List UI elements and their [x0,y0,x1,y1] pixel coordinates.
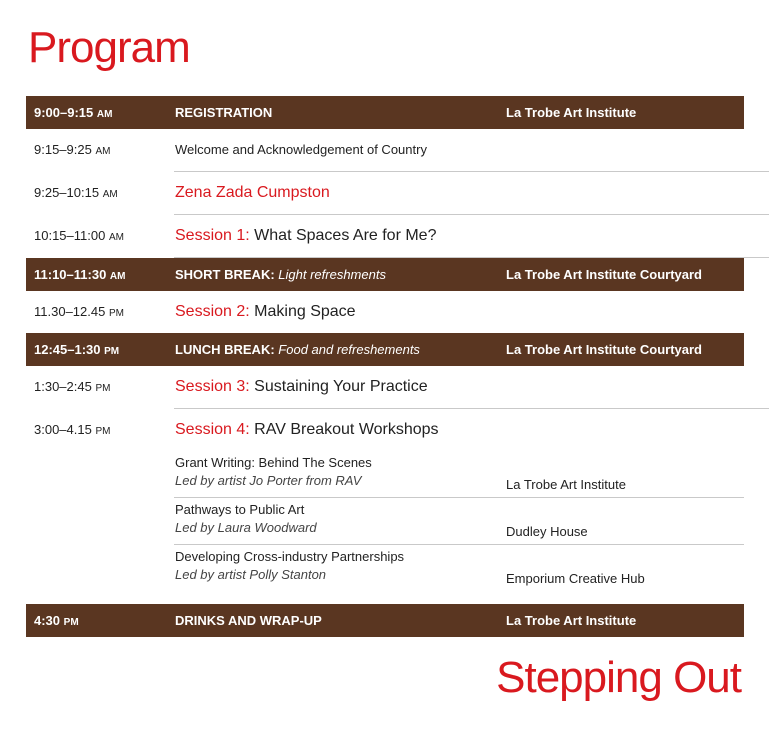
row-time: 9:25–10:15 AM [34,185,118,200]
workshop-venue: Dudley House [506,524,588,539]
row-event: SHORT BREAK: Light refreshments [175,267,386,282]
row-time: 1:30–2:45 PM [34,379,111,394]
program-table [26,96,744,637]
program-row-session-4 [34,409,769,451]
page-title: Program [28,23,190,72]
row-event: LUNCH BREAK: Food and refreshements [175,342,420,357]
row-time: 11:10–11:30 AM [34,267,126,282]
row-event: Welcome and Acknowledgement of Country [175,142,427,157]
row-time: 9:15–9:25 AM [34,142,111,157]
row-time: 3:00–4.15 PM [34,422,111,437]
row-venue: La Trobe Art Institute Courtyard [506,342,702,357]
row-event: REGISTRATION [175,105,273,120]
workshop-venue: La Trobe Art Institute [506,477,626,492]
row-venue: La Trobe Art Institute [506,105,637,120]
row-event: DRINKS AND WRAP-UP [175,613,322,628]
row-time: 12:45–1:30 PM [34,342,120,357]
program-row-session-3 [34,366,769,409]
row-speaker: Zena Zada Cumpston [175,184,330,201]
program-row-keynote [34,172,769,215]
row-time: 11.30–12.45 PM [34,304,124,319]
row-venue: La Trobe Art Institute [506,613,637,628]
workshop-venue: Emporium Creative Hub [506,571,645,586]
workshop-lead: Led by artist Polly Stanton [175,567,327,582]
row-event: Session 3: Sustaining Your Practice [175,378,428,395]
program-row-short-break [26,258,744,291]
program-row-session-1 [34,215,769,258]
row-event: Session 2: Making Space [175,303,356,320]
workshop-lead: Led by Laura Woodward [175,520,317,535]
workshop-item [174,545,744,591]
row-event: Session 4: RAV Breakout Workshops [175,421,439,438]
row-event: Session 1: What Spaces Are for Me? [175,227,437,244]
workshop-item [174,498,744,545]
row-time: 4:30 PM [34,613,79,628]
workshop-name: Grant Writing: Behind The Scenes [175,455,372,470]
workshop-name: Pathways to Public Art [175,502,305,517]
program-row-registration [26,96,744,129]
row-time: 10:15–11:00 AM [34,228,124,243]
row-venue: La Trobe Art Institute Courtyard [506,267,702,282]
program-row-welcome [34,129,769,172]
program-row-lunch [26,333,744,366]
program-row-drinks [26,604,744,637]
footer-title: Stepping Out [496,653,741,702]
program-row-session-2 [34,291,769,333]
workshop-lead: Led by artist Jo Porter from RAV [175,473,362,488]
row-time: 9:00–9:15 AM [34,105,113,120]
workshop-item [174,451,744,498]
spacer [26,591,744,604]
workshop-name: Developing Cross-industry Partnerships [175,549,405,564]
